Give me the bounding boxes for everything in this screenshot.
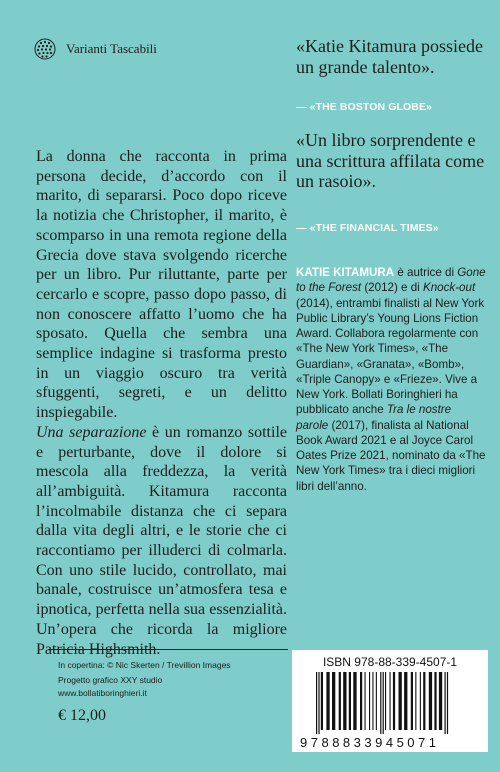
bio-book-title: Tra le nostre parole [296,403,452,432]
quote-financial-times: «Un libro sorprendente e una scrittura affilata come un rasoio». [296,130,485,191]
quote-boston-globe: «Katie Kitamura possiede un grande talento». [296,36,483,77]
design-credit: Progetto grafico XXY studio [58,675,163,685]
book-blurb [36,147,287,659]
bio-text: è autrice di [394,266,458,279]
author-name: KATIE KITAMURA [296,266,395,279]
bio-text: (2014), entrambi finalisti al New York Public Library’s Young Lions Fiction Award. Collabora regolarmente con «The New York Times», «The Guardian», «Granata», «Bomb», «Triple Canopy» e «Frieze». Vive a New York. Bollati Boringhieri ha pubblicato anche [296,296,485,417]
price: € 12,00 [58,707,106,724]
cover-credit: In copertina: © Nic Skerten / Trevillion Images [58,660,231,670]
bio-book-title: Knock-out [422,281,476,295]
bio-text: (2017), finalista al National Book Award 2021 e al Joyce Carol Oates Prize 2021, nominato da «The New York Times» tra i dieci migliori libri dell’anno. [296,418,486,493]
blurb-text-2: è un romanzo sottile e perturbante, dove il dolore si mescola alla freddezza, la verità all’ambiguità. Kitamura racconta l’incolmabile distanza che ci separa dalla vita degli altri, e le storie che ci raccontiamo per illuderci di colmarla. Con uno stile lucido, controllato, mai banale, costruisce un’atmosfera tesa e ipnotica, perfetta nella sua essenzialità. Un’opera che ricorda la migliore Patricia Highsmith. [36,423,287,658]
ean-digits: 9788833945071 [300,735,440,750]
quote-source-financial-times: — «THE FINANCIAL TIMES» [296,222,439,234]
barcode-icon [314,672,474,734]
quote-source-boston-globe: — «THE BOSTON GLOBE» [296,101,432,113]
author-bio [296,265,486,494]
bio-text: (2012) e di [361,281,423,295]
isbn: ISBN 978-88-339-4507-1 [322,655,458,669]
publisher-website: www.bollatiboringhieri.it [58,688,147,698]
bio-book-title: Gone to the Forest [296,266,486,295]
barcode-panel [292,650,488,752]
divider [48,649,288,650]
globe-dotted-icon [34,38,56,60]
blurb-text-1: La donna che racconta in prima persona decide, d’accordo con il marito, di separarsi. Poco dopo riceve la notizia che Christopher, il marito, è scomparso in una remota regione della Grecia dove stava svolgendo ricerche per un libro. Pur riluttante, parte per cercarlo e scopre, passo dopo passo, di non conoscere affatto l’uomo che ha sposato. Quella che sembra una semplice indagine si trasforma presto in un viaggio oscuro tra verità sfuggenti, segreti, e un delitto inspiegabile. [36,148,287,422]
series-name: Varianti Tascabili [66,41,157,56]
blurb-book-title: Una separazione [36,423,147,441]
